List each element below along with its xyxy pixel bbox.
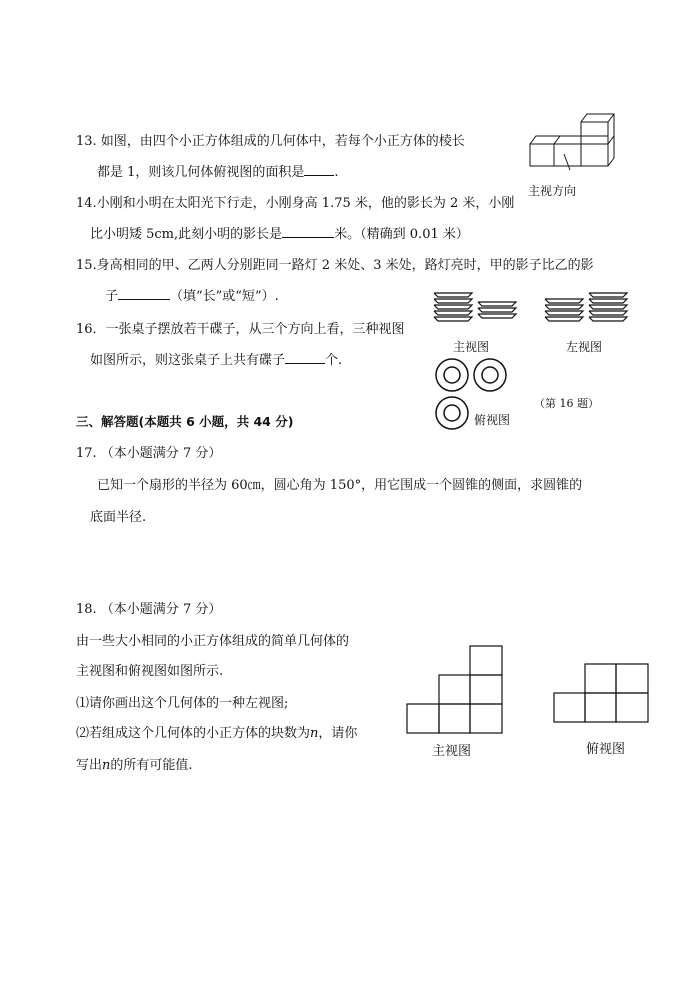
q17-heading: 17. （本小题满分 7 分） — [76, 446, 222, 461]
q14-answer-blank — [282, 226, 334, 238]
q16-line1: 16．一张桌子摆放若干碟子，从三个方向上看，三种视图 — [76, 322, 405, 337]
q13-answer-blank — [304, 164, 334, 176]
q13-line2 — [97, 164, 339, 181]
q18-part3-text: 写出 — [76, 758, 103, 773]
q18-part2-variable: n — [310, 726, 319, 741]
q14-line2 — [90, 226, 469, 243]
q18-heading: 18. （本小题满分 7 分） — [76, 602, 222, 617]
q13-line2-end: . — [334, 165, 339, 180]
q16-line2-end: 个. — [325, 353, 343, 368]
q14-line2-end: 米。（精确到 0.01 米） — [334, 227, 469, 242]
q13-view-direction-label: 主视方向 — [528, 184, 577, 198]
q18-part3 — [76, 758, 193, 774]
q18-front-view-figure — [406, 645, 506, 735]
q16-figure-caption: （第 16 题） — [534, 397, 599, 410]
q18-part2-text: ⑵若组成这个几何体的小正方体的块数为 — [76, 726, 311, 741]
q16-front-view-figure — [432, 290, 522, 326]
q13-line2-text: 都是 1，则该几何体俯视图的面积是 — [97, 165, 305, 180]
q17-line2: 底面半径. — [90, 510, 147, 525]
q13-figure — [528, 108, 618, 172]
q18-part3-variable: n — [102, 758, 111, 773]
q18-part3-end: 的所有可能值. — [110, 758, 193, 773]
q16-left-view-figure — [543, 290, 633, 326]
q17-line1: 已知一个扇形的半径为 60㎝，圆心角为 150°，用它围成一个圆锥的侧面，求圆锥的 — [97, 478, 583, 493]
q15-line1: 15.身高相同的甲、乙两人分别距同一路灯 2 米处、3 米处，路灯亮时，甲的影子比乙的影 — [76, 258, 594, 273]
q14-line2-text: 比小明矮 5cm,此刻小明的影长是 — [90, 227, 283, 242]
q16-top-view-label: 俯视图 — [474, 413, 511, 427]
q18-line1: 由一些大小相同的小正方体组成的简单几何体的 — [76, 634, 350, 649]
q13-line1: 13. 如图，由四个小正方体组成的几何体中，若每个小正方体的棱长 — [76, 134, 465, 149]
q16-left-view-label: 左视图 — [566, 340, 603, 354]
q15-line2 — [105, 288, 279, 305]
q18-top-view-label: 俯视图 — [586, 742, 626, 757]
section-3-heading: 三、解答题(本题共 6 小题，共 44 分) — [76, 414, 294, 429]
q18-part2-end: ，请你 — [318, 726, 358, 741]
q15-line2-text: 子 — [105, 289, 119, 304]
q18-front-view-label: 主视图 — [432, 744, 472, 759]
q15-line2-end: （填“长”或“短”）. — [170, 289, 279, 304]
q16-line2 — [90, 352, 342, 369]
q16-answer-blank — [285, 352, 325, 364]
q16-line2-text: 如图所示，则这张桌子上共有碟子 — [90, 353, 286, 368]
q18-part2 — [76, 726, 357, 742]
q18-line2: 主视图和俯视图如图所示. — [76, 664, 224, 679]
q18-part1: ⑴请你画出这个几何体的一种左视图; — [76, 696, 289, 711]
q16-front-view-label: 主视图 — [453, 340, 490, 354]
q15-answer-blank — [118, 288, 170, 300]
q18-top-view-figure — [553, 663, 653, 725]
q14-line1: 14.小刚和小明在太阳光下行走，小刚身高 1.75 米，他的影长为 2 米，小刚 — [76, 196, 515, 211]
